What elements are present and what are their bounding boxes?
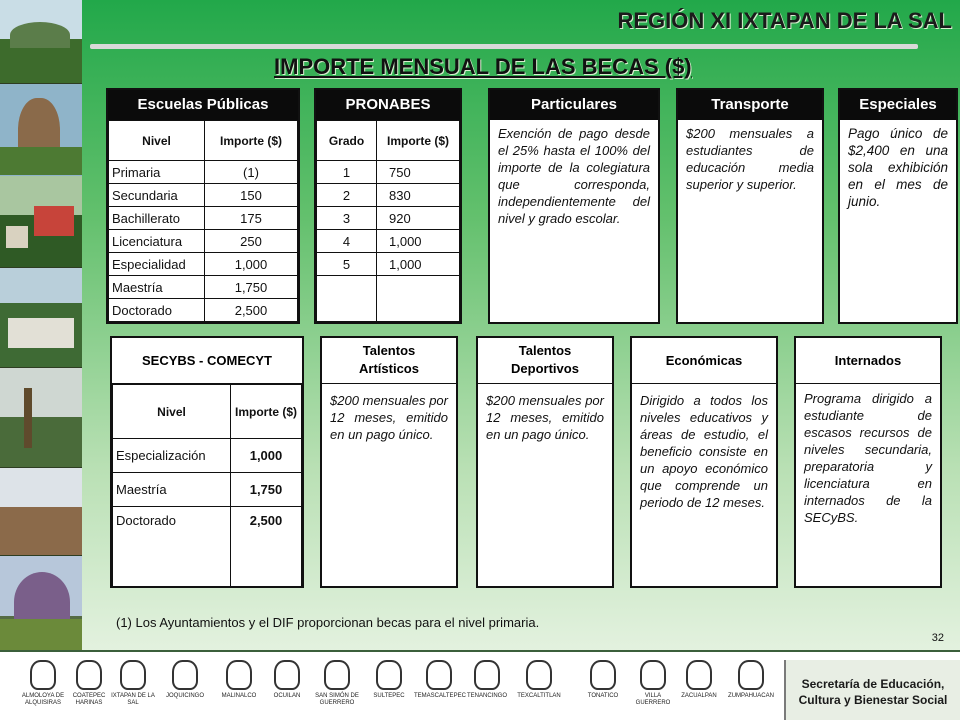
cell-importe: 830 xyxy=(377,184,460,207)
table-row xyxy=(113,473,302,507)
table-row xyxy=(317,161,460,184)
table-row xyxy=(109,230,298,253)
cell-importe: 2,500 xyxy=(205,299,298,322)
particulares-text: Exención de pago desde el 25% hasta el 100% del importe de la colegiatura que corresponda, independientemente del nivel y grado escolar. xyxy=(498,126,650,226)
secretaria-line2: Cultura y Bienestar Social xyxy=(798,693,948,707)
cell-importe: 250 xyxy=(205,230,298,253)
cell-grado: 5 xyxy=(317,253,377,276)
municipality-label: OCUILAN xyxy=(273,693,301,699)
header-divider xyxy=(90,44,918,49)
landscape-photo-6 xyxy=(0,468,82,556)
region-title: REGIÓN XI IXTAPAN DE LA SAL xyxy=(617,8,952,33)
cell-importe: 1,000 xyxy=(205,253,298,276)
municipality-joquicingo xyxy=(160,660,210,700)
especiales-box xyxy=(838,88,958,324)
landscape-photo-2 xyxy=(0,84,82,176)
municipality-malinalco xyxy=(214,660,264,700)
secybs-box xyxy=(110,336,304,588)
glyph-icon xyxy=(274,660,300,690)
cell-nivel: Secundaria xyxy=(109,184,205,207)
internados-text: Programa dirigido a estudiante de escasos recursos de niveles secundaria, preparatoria y licenciatura en internados de la SECyBS. xyxy=(804,391,932,525)
municipality-label: IXTAPAN DE LA SAL xyxy=(111,693,155,706)
municipality-label: ZACUALPAN xyxy=(681,693,717,699)
table-row xyxy=(109,207,298,230)
municipality-label: MALINALCO xyxy=(221,693,257,699)
transporte-title: Transporte xyxy=(678,90,822,120)
cell-importe: 1,750 xyxy=(205,276,298,299)
pronabes-table xyxy=(316,120,460,322)
cell-importe: 2,500 xyxy=(231,507,302,587)
talentos-artisticos-text: $200 mensuales por 12 meses, emitido en un pago único. xyxy=(330,393,448,442)
landscape-photo-5 xyxy=(0,368,82,468)
municipality-san-simon xyxy=(312,660,362,707)
page-title: IMPORTE MENSUAL DE LAS BECAS ($) xyxy=(274,54,692,79)
cell-grado: 2 xyxy=(317,184,377,207)
municipality-sultepec xyxy=(364,660,414,700)
glyph-icon xyxy=(686,660,712,690)
secretaria-label xyxy=(784,660,960,720)
municipality-zacualpan xyxy=(674,660,724,700)
empty-cell xyxy=(317,276,377,322)
municipality-label: VILLA GUERRERO xyxy=(635,693,671,706)
cell-nivel: Maestría xyxy=(109,276,205,299)
cell-importe: 1,000 xyxy=(377,230,460,253)
municipality-label: SULTEPEC xyxy=(373,693,405,699)
col-header-importe: Importe ($) xyxy=(377,121,460,161)
economicas-box xyxy=(630,336,778,588)
col-header-grado: Grado xyxy=(317,121,377,161)
particulares-box xyxy=(488,88,660,324)
municipality-label: COATEPEC HARINAS xyxy=(72,693,106,706)
glyph-icon xyxy=(324,660,350,690)
municipality-villa-guerrero xyxy=(628,660,678,707)
glyph-icon xyxy=(526,660,552,690)
municipality-coatepec xyxy=(64,660,114,707)
glyph-icon xyxy=(172,660,198,690)
pronabes-title: PRONABES xyxy=(316,90,460,120)
municipality-tenancingo xyxy=(462,660,512,700)
secybs-title: SECYBS - COMECYT xyxy=(112,338,302,384)
transporte-text: $200 mensuales a estudiantes de educación media superior y superior. xyxy=(686,126,814,192)
pronabes-box xyxy=(314,88,462,324)
landscape-photo-1 xyxy=(0,0,82,84)
glyph-icon xyxy=(738,660,764,690)
glyph-icon xyxy=(376,660,402,690)
table-row xyxy=(109,184,298,207)
empty-cell xyxy=(377,276,460,322)
cell-importe: 1,000 xyxy=(231,439,302,473)
municipality-ocuilan xyxy=(262,660,312,700)
talentos-artisticos-box xyxy=(320,336,458,588)
municipality-texcaltitlan xyxy=(514,660,564,700)
table-row xyxy=(109,299,298,322)
col-header-nivel: Nivel xyxy=(113,385,231,439)
municipality-tonatico xyxy=(578,660,628,700)
cell-importe: (1) xyxy=(205,161,298,184)
col-header-nivel: Nivel xyxy=(109,121,205,161)
cell-importe: 175 xyxy=(205,207,298,230)
especiales-text: Pago único de $2,400 en una sola exhibición en el mes de junio. xyxy=(848,126,948,209)
table-row xyxy=(113,507,302,587)
escuelas-publicas-table xyxy=(108,120,298,322)
transporte-box xyxy=(676,88,824,324)
cell-nivel: Bachillerato xyxy=(109,207,205,230)
cell-importe: 1,000 xyxy=(377,253,460,276)
table-row xyxy=(109,161,298,184)
cell-nivel: Doctorado xyxy=(109,299,205,322)
internados-title: Internados xyxy=(796,338,940,384)
cell-importe: 750 xyxy=(377,161,460,184)
escuelas-publicas-box xyxy=(106,88,300,324)
municipality-zumpahuacan xyxy=(726,660,776,700)
photo-strip xyxy=(0,0,82,660)
municipality-ixtapan xyxy=(108,660,158,707)
internados-box xyxy=(794,336,942,588)
table-row xyxy=(317,207,460,230)
cell-nivel: Doctorado xyxy=(113,507,231,587)
economicas-text: Dirigido a todos los niveles educativos y áreas de estudio, el beneficio consiste en un apoyo económico que comprende un periodo de 12 meses. xyxy=(640,393,768,510)
talentos-deportivos-title: Talentos Deportivos xyxy=(478,338,612,384)
secretaria-line1: Secretaría de Educación, xyxy=(801,677,945,691)
glyph-icon xyxy=(474,660,500,690)
municipality-label: TEXCALTITLAN xyxy=(517,693,561,699)
cell-nivel: Especialidad xyxy=(109,253,205,276)
glyph-icon xyxy=(76,660,102,690)
cell-nivel: Licenciatura xyxy=(109,230,205,253)
talentos-artisticos-title: Talentos Artísticos xyxy=(322,338,456,384)
glyph-icon xyxy=(120,660,146,690)
table-row xyxy=(317,230,460,253)
glyph-icon xyxy=(30,660,56,690)
municipality-label: TENANCINGO xyxy=(466,693,507,699)
footnote: (1) Los Ayuntamientos y el DIF proporcionan becas para el nivel primaria. xyxy=(116,615,540,630)
table-row xyxy=(109,253,298,276)
cell-grado: 4 xyxy=(317,230,377,253)
landscape-photo-4 xyxy=(0,268,82,368)
municipality-label: ALMOLOYA DE ALQUISIRAS xyxy=(21,693,65,706)
landscape-photo-7 xyxy=(0,556,82,660)
glyph-icon xyxy=(640,660,666,690)
talentos-deportivos-text: $200 mensuales por 12 meses, emitido en un pago único. xyxy=(486,393,604,442)
municipality-label: TEMASCALTEPEC xyxy=(414,693,466,699)
page-number: 32 xyxy=(931,632,944,644)
economicas-title: Económicas xyxy=(632,338,776,384)
table-row xyxy=(317,253,460,276)
particulares-title: Particulares xyxy=(490,90,658,120)
cell-nivel: Primaria xyxy=(109,161,205,184)
table-row xyxy=(317,184,460,207)
cell-nivel: Especialización xyxy=(113,439,231,473)
landscape-photo-3 xyxy=(0,176,82,268)
municipality-label: JOQUICINGO xyxy=(165,693,204,699)
municipality-label: ZUMPAHUACAN xyxy=(728,693,774,699)
municipality-label: TONATICO xyxy=(587,693,619,699)
cell-nivel: Maestría xyxy=(113,473,231,507)
col-header-importe: Importe ($) xyxy=(231,385,302,439)
cell-grado: 3 xyxy=(317,207,377,230)
municipality-label: SAN SIMÓN DE GUERRERO xyxy=(315,693,359,706)
municipality-almoloya xyxy=(18,660,68,707)
glyph-icon xyxy=(426,660,452,690)
talentos-deportivos-box xyxy=(476,336,614,588)
col-header-importe: Importe ($) xyxy=(205,121,298,161)
cell-importe: 1,750 xyxy=(231,473,302,507)
table-row xyxy=(109,276,298,299)
secybs-table xyxy=(112,384,302,587)
escuelas-publicas-title: Escuelas Públicas xyxy=(108,90,298,120)
especiales-title: Especiales xyxy=(840,90,956,120)
cell-importe: 920 xyxy=(377,207,460,230)
glyph-icon xyxy=(590,660,616,690)
cell-importe: 150 xyxy=(205,184,298,207)
municipality-temascaltepec xyxy=(414,660,464,700)
table-row xyxy=(113,439,302,473)
glyph-icon xyxy=(226,660,252,690)
cell-grado: 1 xyxy=(317,161,377,184)
